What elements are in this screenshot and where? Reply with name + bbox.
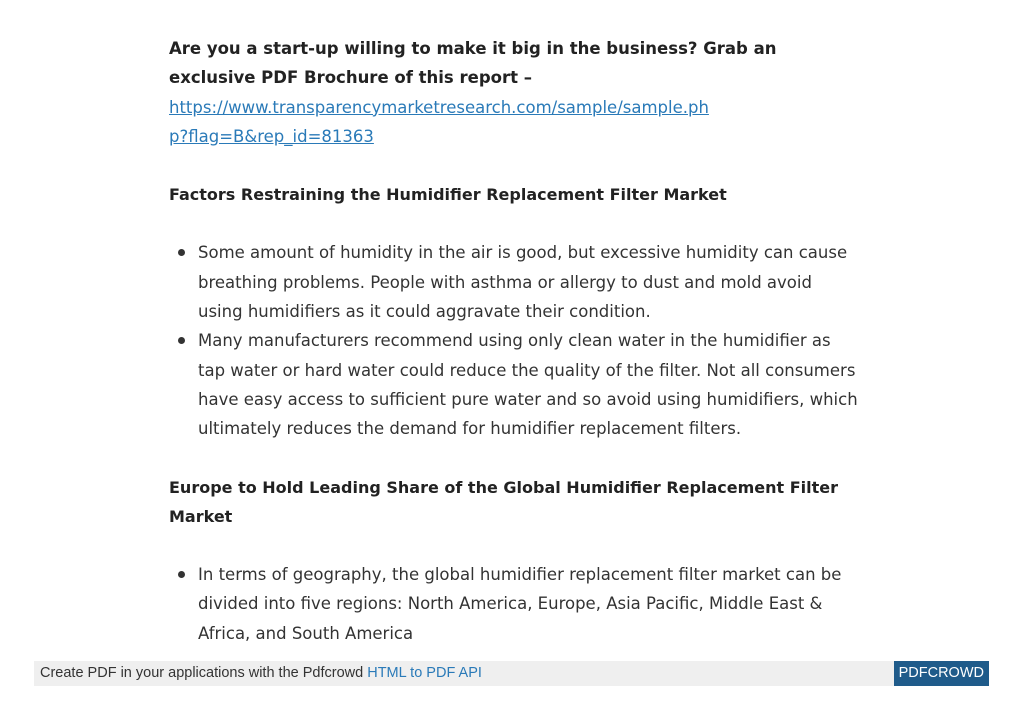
promo-text: Are you a start-up willing to make it big in the business? Grab an exclusive PDF Brochure of this report – [169, 39, 777, 88]
sample-brochure-link[interactable]: https://www.transparencymarketresearch.com/sample/sample.php?flag=B&rep_id=81363 [169, 97, 709, 146]
list-item-text: In terms of geography, the global humidifier replacement filter market can be divided into five regions: North America, Europe, Asia Pacific, Middle East & Africa, and South America [198, 565, 842, 643]
footer-text-wrap [40, 661, 482, 686]
list-item [169, 326, 859, 443]
html-to-pdf-api-link[interactable]: HTML to PDF API [367, 665, 482, 681]
promo-block [169, 34, 859, 151]
bullet-icon [178, 249, 185, 256]
pdfcrowd-badge[interactable]: PDFCROWD [894, 661, 989, 686]
section-heading-restraints: Factors Restraining the Humidifier Replacement Filter Market [169, 185, 727, 205]
footer-text: Create PDF in your applications with the Pdfcrowd [40, 665, 364, 681]
list-item-text: Many manufacturers recommend using only clean water in the humidifier as tap water or hard water could reduce the quality of the filter. Not all consumers have easy access to sufficient pure water and so avoid using humidifiers, which ultimately reduces the demand for humidifier replacement filters. [198, 331, 858, 439]
list-item [169, 238, 859, 326]
pdfcrowd-footer [34, 661, 989, 686]
section-heading-europe: Europe to Hold Leading Share of the Global Humidifier Replacement Filter Market [169, 477, 839, 526]
restraints-list [169, 238, 859, 443]
document-body [169, 34, 859, 648]
bullet-icon [178, 571, 185, 578]
list-item [169, 560, 859, 648]
bullet-icon [178, 337, 185, 344]
europe-list [169, 560, 859, 648]
list-item-text: Some amount of humidity in the air is good, but excessive humidity can cause breathing problems. People with asthma or allergy to dust and mold avoid using humidifiers as it could aggravate their condition. [198, 243, 848, 322]
